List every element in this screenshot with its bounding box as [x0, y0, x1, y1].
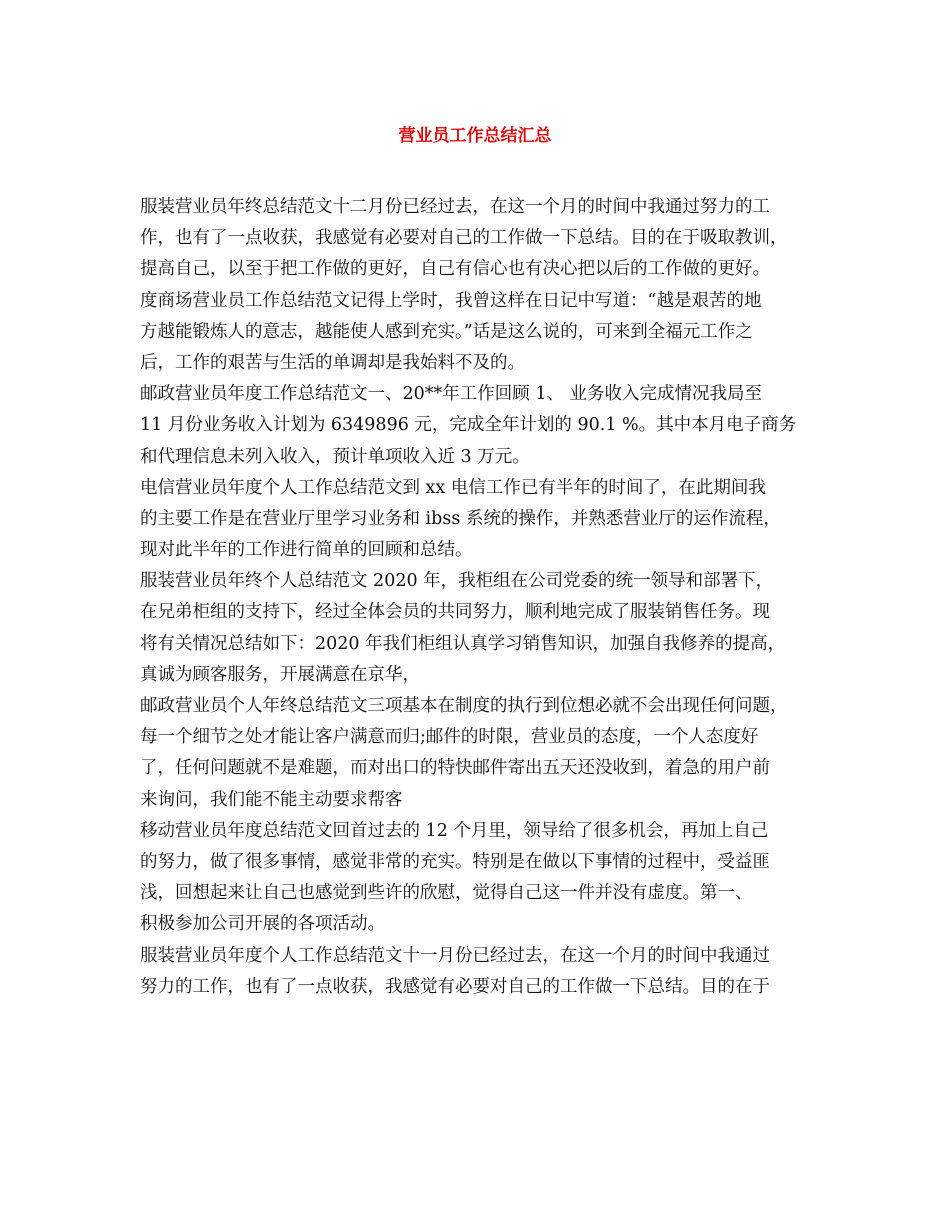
paragraph — [140, 473, 830, 567]
text-line: 浅，回想起来让自己也感觉到些许的欣慰，觉得自己这一件并没有虚度。第一、 — [140, 883, 753, 904]
paragraph — [140, 941, 830, 1003]
text-line: 电信营业员年度个人工作总结范文到 xx 电信工作已有半年的时间了，在此期间我 — [140, 477, 766, 498]
text-line: 服装营业员年度个人工作总结范文十一月份已经过去，在这一个月的时间中我通过 — [140, 945, 770, 966]
paragraph — [140, 566, 830, 691]
text-line: 度商场营业员工作总结范文记得上学时，我曾这样在日记中写道：“越是艰苦的地 — [140, 290, 762, 311]
text-line: 真诚为顾客服务，开展满意在京华， — [140, 664, 420, 685]
text-line: 后，工作的艰苦与生活的单调却是我始料不及的。 — [140, 352, 525, 373]
text-line: 邮政营业员年度工作总结范文一、20**年工作回顾 1、 业务收入完成情况我局至 — [140, 384, 763, 405]
text-line: 提高自己，以至于把工作做的更好，自己有信心也有决心把以后的工作做的更好。 — [140, 259, 770, 280]
document-title: 营业员工作总结汇总 — [398, 126, 552, 146]
text-line: 每一个细节之处才能让客户满意而归;邮件的时限，营业员的态度，一个人态度好 — [140, 727, 759, 748]
text-line: 的努力，做了很多事情，感觉非常的充实。特别是在做以下事情的过程中，受益匪 — [140, 851, 770, 872]
text-line: 邮政营业员个人年终总结范文三项基本在制度的执行到位想必就不会出现任何问题， — [140, 696, 788, 716]
text-line: 服装营业员年终个人总结范文 2020 年，我柜组在公司党委的统一领导和部署下， — [140, 571, 774, 592]
text-line: 服装营业员年终总结范文十二月份已经过去，在这一个月的时间中我通过努力的工 — [140, 197, 770, 217]
text-line: 移动营业员年度总结范文回首过去的 12 个月里，领导给了很多机会，再加上自己 — [140, 820, 769, 841]
paragraph — [140, 691, 830, 816]
text-line: 了，任何问题就不是难题，而对出口的特快邮件寄出五天还没收到，着急的用户前 — [140, 758, 770, 779]
text-line: 作，也有了一点收获，我感觉有必要对自己的工作做一下总结。目的在于吸取教训， — [140, 228, 788, 249]
text-line: 来询问，我们能不能主动要求帮客 — [140, 789, 403, 810]
text-line: 的主要工作是在营业厅里学习业务和 ibss 系统的操作，并熟悉营业厅的运作流程， — [140, 508, 781, 529]
text-line: 积极参加公司开展的各项活动。 — [140, 914, 385, 935]
paragraph — [140, 192, 830, 286]
text-line: 11 月份业务收入计划为 6349896 元，完成全年计划的 90.1 %。其中本月电子商务 — [140, 415, 797, 436]
document-body — [140, 192, 830, 1003]
paragraph — [140, 379, 830, 473]
paragraph — [140, 816, 830, 941]
text-line: 将有关情况总结如下：2020 年我们柜组认真学习销售知识，加强自我修养的提高， — [140, 633, 786, 654]
text-line: 努力的工作，也有了一点收获，我感觉有必要对自己的工作做一下总结。目的在于 — [140, 976, 770, 997]
text-line: 在兄弟柜组的支持下，经过全体会员的共同努力，顺利地完成了服装销售任务。现 — [140, 602, 770, 623]
text-line: 和代理信息未列入收入，预计单项收入近 3 万元。 — [140, 446, 530, 467]
text-line: 方越能锻炼人的意志，越能使人感到充实。”话是这么说的，可来到全福元工作之 — [140, 321, 753, 342]
text-line: 现对此半年的工作进行简单的回顾和总结。 — [140, 540, 473, 561]
paragraph — [140, 286, 830, 380]
